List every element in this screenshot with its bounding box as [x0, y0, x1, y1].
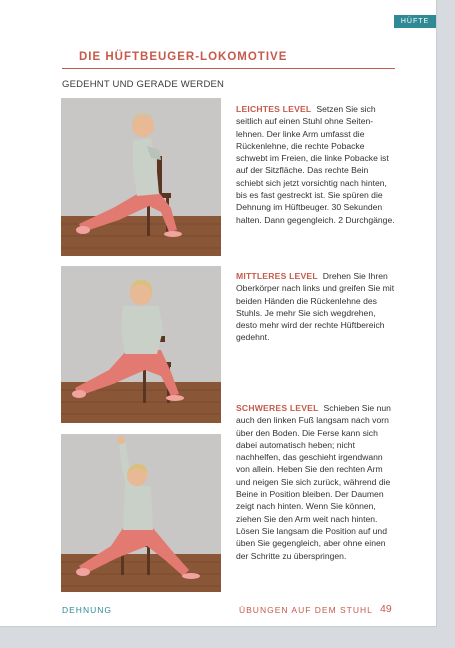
exercise-photo-hard [61, 434, 221, 592]
level-medium-label: MITTLERES LEVEL [236, 271, 318, 281]
footer-chapter-label: ÜBUNGEN AUF DEM STUHL [239, 605, 373, 615]
level-easy-block [236, 103, 396, 226]
level-hard-text: Schieben Sie nun auch den linken Fuß langsam nach vorn über den Boden. Die Ferse kann sich dabei automatisch heben; nicht nachhelfen, das geschieht irgendwann von allein. Heben Sie den rechten Arm und neigen Sie sich zurück, während die Beine in Position bleiben. Der Daumen zeigt nach hinten. Wenn Sie können, ziehen Sie den Arm weit nach hinten. Lösen Sie langsam die Position auf und üben Sie gegengleich, aber ohne einen der Schritte zu überspringen. [236, 403, 391, 561]
level-easy-text: Setzen Sie sich seitlich auf einen Stuhl ohne Seitenlehnen. Der linke Arm umfasst die Rückenlehne, die rechte Pobacke schwebt im Freien, die linke Pobacke ist auf der Sitzfläche. Das rechte Bein schiebt sich jetzt vorsichtig nach hinten, bis es fast gestreckt ist. Sie spüren die Dehnung im Hüftbeuger. 30 Sekunden halten. Dann gegengleich. 2 Durchgänge. [236, 104, 395, 225]
level-medium-text: Drehen Sie Ihren Oberkörper nach links und greifen Sie mit beiden Händen die Rückenlehne des Stuhls. Je mehr Sie sich wegdrehen, desto mehr wird der rechte Hüftbereich gedehnt. [236, 271, 395, 343]
page-title: DIE HÜFTBEUGER-LOKOMOTIVE [79, 51, 288, 63]
exercise-photo-medium [61, 266, 221, 423]
level-hard-label: SCHWERES LEVEL [236, 403, 319, 413]
exercise-photo-easy [61, 98, 221, 256]
level-easy-label: LEICHTES LEVEL [236, 104, 312, 114]
page-number: 49 [380, 603, 392, 615]
title-divider [62, 68, 395, 69]
page-subtitle: GEDEHNT UND GERADE WERDEN [62, 79, 225, 90]
level-hard-block [236, 402, 396, 562]
footer-section-label: DEHNUNG [62, 605, 112, 615]
section-tab: HÜFTE [394, 15, 436, 28]
level-medium-block [236, 270, 396, 344]
